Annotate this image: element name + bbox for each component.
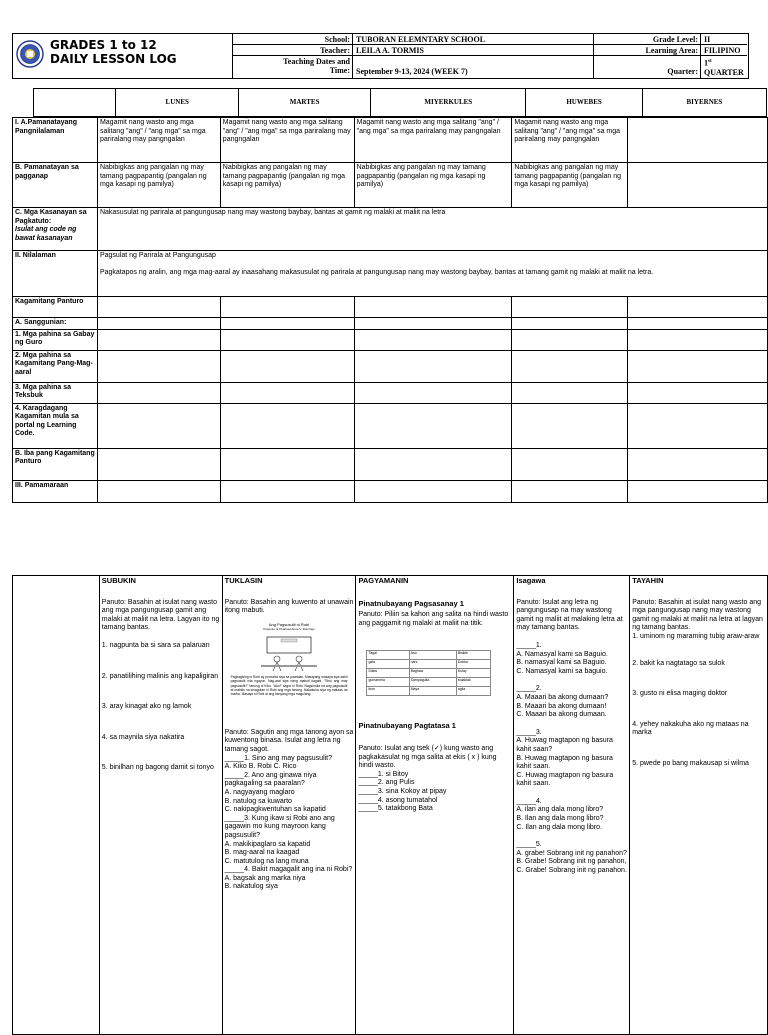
- item: 5. binilhan ng bagong damit si tonyo: [101, 764, 214, 772]
- dates-label: Teaching Dates and Time:: [283, 57, 350, 75]
- cell-fri: [628, 163, 768, 208]
- day-martes: MARTES: [238, 89, 370, 117]
- table-row: [13, 163, 768, 208]
- choice: A. Huwag magtapon ng basura kahit saan?: [516, 737, 613, 753]
- row-label: II. Nilalaman: [13, 251, 98, 297]
- item: 2. panatilihing malinis ang kapaligiran: [101, 672, 219, 680]
- word-box-table: Tagal Aso Bisikle gala nars Doktor Dilaw Baghaw Kulay gumamela Sampaguita bulaklak ibon Maya agila: [366, 650, 491, 696]
- choice: B. mag-aaral na kaagad: [224, 849, 300, 857]
- choice: B. namasyal kami sa Baguio.: [516, 659, 607, 667]
- choice: A. grabe! Sobrang init ng panahon?: [516, 849, 627, 857]
- row-label: 1. Mga pahina sa Gabay ng Guro: [13, 329, 98, 350]
- item: 2. bakit ka nagtatago sa sulok: [632, 659, 725, 667]
- col-subukin: [99, 576, 222, 1035]
- cell-tue: Magamit nang wasto ang mga salitang "ang" / "ang mga" sa mga pariralang may pangngalan: [220, 118, 354, 163]
- question: _____3. Kung ikaw si Robi ano ang gagawin mo kung mayroon kang pagsusulit?: [224, 814, 335, 839]
- table-row: [13, 318, 768, 330]
- question: _____2. Ano ang ginawa niya pagkagaling sa paaralan?: [224, 771, 317, 788]
- cell-thu: Nabibigkas ang pangalan ng may tamang pagpapantig (pangalan ng mga kasapi ng pamilya): [512, 163, 628, 208]
- instruction: Panuto: Isulat ang tsek (✓) kung wasto ang pagkakasulat ng mga salita at ekis ( x ) kung hindi wasto.: [358, 744, 497, 770]
- item: _____4. asong tumatahol: [358, 796, 438, 804]
- heading-pagyamanin: PAGYAMANIN: [358, 576, 409, 585]
- row-label: I. A.Pamanatayang Pangnilalaman: [13, 118, 98, 163]
- row-label: 4. Karagdagang Kagamitan mula sa portal ng Learning Code.: [13, 403, 98, 448]
- cell-fri: [628, 118, 768, 163]
- blank-header-cell: [34, 89, 116, 117]
- story-title: Ang Pagsusulit ni Robi: [268, 621, 310, 627]
- day-biyernes: BIYERNES: [642, 89, 766, 117]
- instruction: Panuto: Basahin ang kuwento at unawain itong mabuti.: [224, 598, 354, 615]
- deped-seal-icon: [16, 36, 44, 72]
- choice: C. Namasyal kami sa baguio.: [516, 667, 608, 675]
- row-label: III. Pamamaraan: [13, 480, 98, 502]
- question: _____1. Sino ang may pagsusulit?: [224, 754, 333, 762]
- col-isagawa: [514, 576, 630, 1035]
- item: _____1. si Bitoy: [358, 770, 409, 778]
- item: _____2. ang Pulis: [358, 779, 415, 787]
- table-row: [13, 403, 768, 448]
- choice: B. Ilan ang dala mong libro?: [516, 815, 604, 823]
- heading-subukin: SUBUKIN: [101, 576, 136, 585]
- instruction: Panuto: Piliin sa kahon ang salita na hindi wasto ang paggamit ng malaki at maliit na titik.: [358, 611, 509, 627]
- table-row: [13, 251, 768, 297]
- lesson-table: [12, 117, 768, 503]
- day-lunes: LUNES: [116, 89, 239, 117]
- item: 4. yehey nakakuha ako ng mataas na marka: [632, 720, 749, 737]
- row-label: A. Sanggunian:: [13, 318, 98, 330]
- quarter-label: Quarter:: [667, 67, 698, 76]
- dates-value: September 9-13, 2024 (WEEK 7): [356, 67, 468, 76]
- choice: C. Grabe! Sobrang init ng panahon.: [516, 867, 627, 875]
- item: _____2.: [516, 685, 542, 693]
- row-label: 3. Mga pahina sa Teksbuk: [13, 382, 98, 403]
- day-miyerkules: MIYERKULES: [371, 89, 526, 117]
- cell-mon: Nabibigkas ang pangalan ng may tamang pagpapantig (pangalan ng mga kasapi ng pamilya): [97, 163, 220, 208]
- grade-value: II: [704, 35, 711, 44]
- heading-tayahin: TAYAHIN: [632, 576, 664, 585]
- item: 4. sa maynila siya nakatira: [101, 733, 185, 741]
- choice: A. bagsak ang marka niya: [224, 874, 306, 882]
- choice: A. nagyayang maglaro: [224, 788, 295, 796]
- item: 3. gusto ni elisa maging doktor: [632, 690, 728, 698]
- table-row: [13, 297, 768, 318]
- choice: A. Maaari ba akong dumaan?: [516, 693, 609, 701]
- choice: C. Maaari ba akong dumaan.: [516, 711, 607, 719]
- choice: A. Namasyal kami sa Baguio.: [516, 650, 608, 658]
- heading-isagawa: Isagawa: [516, 576, 546, 585]
- item: 3. aray kinagat ako ng lamok: [101, 703, 192, 711]
- choice: A. Kiko B. Robi C. Rico: [224, 763, 297, 771]
- heading-tuklasin: TUKLASIN: [224, 576, 263, 585]
- choice: B. natulog sa kuwarto: [224, 797, 292, 805]
- instruction: Panuto: Basahin at isulat nang wasto ang mga pangungusap gamit ang malaki at maliit na letra. Lagyan ito ng tamang bantas.: [101, 598, 220, 632]
- area-value: FILIPINO: [704, 46, 741, 55]
- choice: C. nakipagkwentuhan sa kapatid: [224, 806, 326, 814]
- cell-wed: Nabibigkas ang pangalan ng may tamang pagpapantig (pangalan ng mga kasapi ng pamilya): [354, 163, 512, 208]
- choice: A. makikipaglaro sa kapatid: [224, 840, 311, 848]
- story-text: Pagkagising ni Robi ay pumunta siya sa paaralan. Masayang masaya siya dahil pagsusulit nila ngayon. Nag-aral siya nang mabuti kagabi. "Sino ang may pagsusulit?" tanong ni Kiko. "Ako!" sagot ni Robi. Nagsimula na ang pagsusulit at mabilis na sinagutan ni Robi ang mga tanong. Nakakuha siya ng mataas na marka. Masaya si Robi at ang kanyang mga magulang.: [230, 674, 348, 697]
- classroom-illustration-icon: [259, 633, 319, 673]
- col-pagyamanin: [356, 576, 514, 1035]
- row-label: B. Iba pang Kagamitang Panturo: [13, 448, 98, 480]
- choice: B. Huwag magtapon ng basura kahit saan.: [516, 754, 613, 771]
- item: 5. pwede po bang makausap si wilma: [632, 759, 749, 767]
- choice: A. ilan ang dala mong libro?: [516, 806, 604, 814]
- item: 1. nagpunta ba si sara sa palaruan: [101, 641, 210, 649]
- item: _____3. sina Kokoy at pipay: [358, 787, 447, 795]
- choice: C. Huwag magtapon ng basura kahit saan.: [516, 771, 614, 788]
- cell-thu: Magamit nang wasto ang mga salitang "ang" / "ang mga" sa mga pariralang may pangngalan: [512, 118, 628, 163]
- title-line-1: GRADES 1 to 12: [50, 38, 157, 52]
- blank-label-cell: [13, 576, 100, 1035]
- table-row: [13, 350, 768, 382]
- instruction: Panuto: Basahin at isulat nang wasto ang mga pangungusap nang may wastong gamit ng malaki at maliit na letra at lagyan ng tamang bantas.: [632, 598, 763, 632]
- doc-title: [50, 38, 177, 66]
- col-tuklasin: [222, 576, 356, 1035]
- exercise-title: Pinatnubayang Pagtatasa 1: [358, 721, 456, 731]
- table-row: [13, 480, 768, 502]
- cell-wed: Magamit nang wasto ang mga salitang "ang" / "ang mga" sa mga pariralang may pangngalan: [354, 118, 512, 163]
- table-row: [13, 576, 768, 1035]
- procedure-table: [12, 575, 768, 1035]
- choice: B. Grabe! Sobrang init ng panahon,: [516, 858, 627, 866]
- instruction: Panuto: Isulat ang letra ng pangungusap na may wastong gamit ng maliit at malaking letra at may tamang bantas.: [516, 598, 623, 632]
- table-row: [13, 118, 768, 163]
- item: _____1.: [516, 641, 542, 649]
- item: 1. uminom ng maraming tubig araw-araw: [632, 632, 760, 640]
- col-tayahin: [630, 576, 768, 1035]
- table-row: [13, 329, 768, 350]
- story-author: Kuwento ni Charissa Anne V. Domingo: [263, 626, 315, 631]
- teacher-value: LEILA A. TORMIS: [356, 46, 424, 55]
- cell-mon: Magamit nang wasto ang mga salitang "ang" / "ang mga" sa mga pariralang may pangngalan: [97, 118, 220, 163]
- day-header-table: [33, 88, 767, 117]
- exercise-title: Pinatnubayang Pagsasanay 1: [358, 598, 464, 608]
- grade-label: Grade Level:: [652, 35, 698, 44]
- day-huwebes: HUWEBES: [526, 89, 643, 117]
- title-line-2: DAILY LESSON LOG: [50, 52, 177, 66]
- item: _____4.: [516, 797, 542, 805]
- row-label: 2. Mga pahina sa Kagamitang Pang-Mag-aaral: [13, 350, 98, 382]
- cell-span: Pagsulat ng Parirala at Pangungusap Pagkatapos ng aralin, ang mga mag-aaral ay inaasahang makasusulat ng parirala at pangungusap nang may wastong baybay, bantas at tamang gamit ng malaki at maliit na letra.: [97, 251, 767, 297]
- item: _____5.: [516, 841, 542, 849]
- teacher-label: Teacher:: [320, 46, 350, 55]
- question: _____4. Bakit magagalit ang ina ni Robi?: [224, 866, 353, 874]
- choice: B. Maaari ba akong dumaan!: [516, 702, 607, 710]
- area-label: Learning Area:: [645, 46, 698, 55]
- school-label: School:: [324, 35, 350, 44]
- choice: B. nakatulog siya: [224, 883, 278, 891]
- instruction: Panuto: Sagutin ang mga tanong ayon sa kuwentong binasa. Isulat ang letra ng tamang sagot.: [224, 728, 354, 753]
- row-label: Kagamitang Panturo: [13, 297, 98, 318]
- table-row: [13, 448, 768, 480]
- item: _____3.: [516, 728, 542, 736]
- cell-span: Nakasusulat ng parirala at pangungusap nang may wastong baybay, bantas at gamit ng malaki at maliit na letra: [97, 208, 767, 251]
- row-label: B. Pamanatayan sa pagganap: [13, 163, 98, 208]
- row-label: C. Mga Kasanayan sa Pagkatuto: Isulat ang code ng bawat kasanayan: [13, 208, 98, 251]
- school-value: TUBORAN ELEMNTARY SCHOOL: [356, 35, 486, 44]
- table-row: [13, 208, 768, 251]
- quarter-value: 1st QUARTER: [704, 58, 744, 77]
- choice: C. Ilan ang dala mong libro.: [516, 823, 602, 831]
- item: _____5. tatakbong Bata: [358, 805, 433, 813]
- choice: C. matutulog na lang muna: [224, 857, 309, 865]
- cell-tue: Nabibigkas ang pangalan ng may tamang pagpapantig (pangalan ng mga kasapi ng pamilya): [220, 163, 354, 208]
- table-row: [13, 382, 768, 403]
